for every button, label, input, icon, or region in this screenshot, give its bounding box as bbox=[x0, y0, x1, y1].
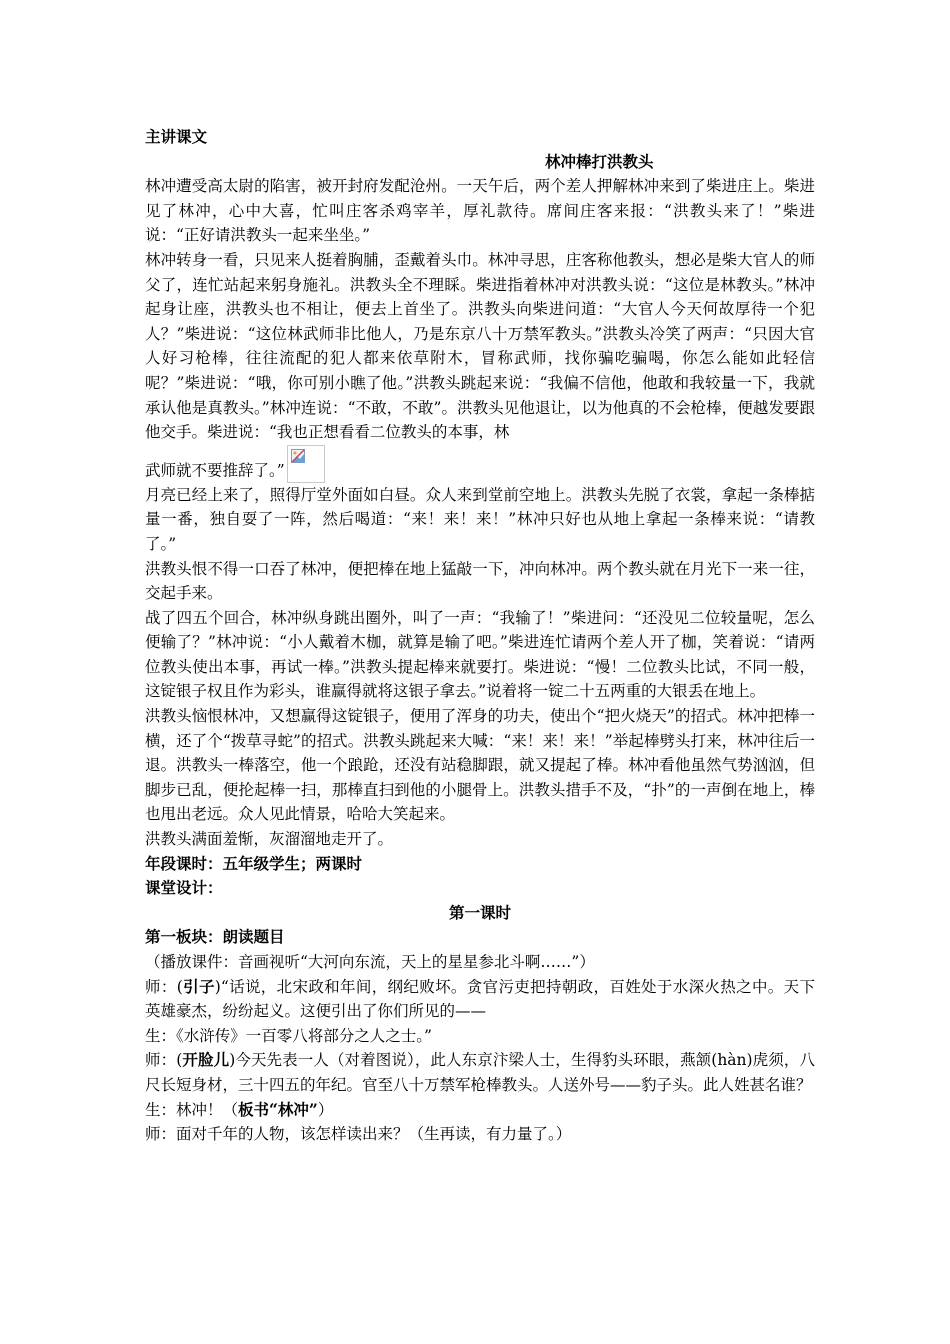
story-paragraph-4: 洪教头恨不得一口吞了林冲，便把棒在地上猛敲一下，冲向林冲。两个教头就在月光下一来一往，交起手来。 bbox=[145, 559, 815, 603]
lesson-line-5 bbox=[145, 1098, 815, 1123]
board-note: 板书“林冲” bbox=[238, 1099, 318, 1119]
lesson-line-6: 师：面对千年的人物，该怎样读出来？（生再读，有力量了。） bbox=[145, 1125, 572, 1144]
lesson-label: 主讲课文 bbox=[145, 127, 208, 146]
teacher-prefix: 师：( bbox=[145, 977, 183, 996]
story-paragraph-2: 林冲转身一看，只见来人挺着胸脯，歪戴着头巾。林冲寻思，庄客称他教头，想必是柴大官人的师父了，连忙站起来躬身施礼。洪教头全不理睬。柴进指着林冲对洪教头说：“这位是林教头。”林冲起身让座，洪教头也不相让，便去上首坐了。洪教头向柴进问道：“大官人今天何故厚待一个犯人？”柴进说：“这位林武师非比他人，乃是东京八十万禁军教头。”洪教头冷笑了两声：“只因大官人好习枪棒，往往流配的犯人都来依草附木，冒称武师，找你骗吃骗喝，你怎么能如此轻信呢？”柴进说：“哦，你可别小瞧了他。”洪教头跳起来说：“我偏不信他，他敢和我较量一下，我就承认他是真教头。”林冲连说：“不敢，不敢”。洪教头见他退让，以为他真的不会枪棒，便越发要跟他交手。柴进说：“我也正想看看二位教头的本事，林 bbox=[145, 250, 815, 442]
grade-label: 年段课时：五年级学生；两课时 bbox=[145, 853, 363, 873]
story-paragraph-3: 月亮已经上来了，照得厅堂外面如白昼。众人来到堂前空地上。洪教头先脱了衣裳，拿起一条棒掂量一番，独自耍了一阵，然后喝道：“来！来！来！”林冲只好也从地上拿起一条棒来说：“请教了。” bbox=[145, 485, 815, 553]
student-prefix: 生：林冲！（ bbox=[145, 1100, 239, 1119]
lesson-line-2-text: )“话说，北宋政和年间，纲纪败坏。贪官污吏把持朝政，百姓处于水深火热之中。天下英雄豪杰，纷纷起义。这便引出了你们所见的—— bbox=[145, 977, 815, 1021]
lesson-line-3: 生：《水浒传》一百零八将部分之人之士。” bbox=[145, 1026, 432, 1045]
story-paragraph-5: 战了四五个回合，林冲纵身跳出圈外，叫了一声：“我输了！”柴进问：“还没见二位较量呢，怎么便输了？”林冲说：“小人戴着木枷，就算是输了吧。”柴进连忙请两个差人开了枷，笑着说：“请两位教头使出本事，再试一棒。”洪教头提起棒来就要打。柴进说：“慢！二位教头比试，不同一般，这锭银子权且作为彩头，谁赢得就将这银子拿去。”说着将一锭二十五两重的大银丢在地上。 bbox=[145, 608, 815, 701]
story-paragraph-1: 林冲遭受高太尉的陷害，被开封府发配沧州。一天午后，两个差人押解林冲来到了柴进庄上。柴进见了林冲，心中大喜，忙叫庄客杀鸡宰羊，厚礼款待。席间庄客来报：“洪教头来了！”柴进说：“正好请洪教头一起来坐坐。” bbox=[145, 177, 815, 245]
story-paragraph-7: 洪教头满面羞惭，灰溜溜地走开了。 bbox=[145, 830, 394, 849]
story-paragraph-2-tail: 武师就不要推辞了。” bbox=[145, 461, 285, 480]
lesson-title: 林冲棒打洪教头 bbox=[545, 151, 654, 171]
story-paragraph-6: 洪教头恼恨林冲，又想赢得这锭银子，便用了浑身的功夫，使出个“把火烧天”的招式。林冲把棒一横，还了个“拨草寻蛇”的招式。洪教头跳起来大喊：“来！来！来！”举起棒劈头打来，林冲往后一退。洪教头一棒落空，他一个踉跄，还没有站稳脚跟，就又提起了棒。林冲看他虽然气势汹汹，但脚步已乱，便抡起棒一扫，那棒直扫到他的小腿骨上。洪教头措手不及，“扑”的一声倒在地上，棒也甩出老远。众人见此情景，哈哈大笑起来。 bbox=[145, 707, 815, 824]
face-keyword: 开脸儿 bbox=[182, 1050, 230, 1070]
lesson-line-1: （播放课件：音画视听“大河向东流，天上的星星参北斗啊……”） bbox=[145, 953, 595, 971]
lesson-line-5-close: ） bbox=[317, 1100, 334, 1119]
intro-keyword: 引子 bbox=[182, 976, 215, 996]
design-label: 课堂设计： bbox=[145, 878, 223, 898]
teacher-prefix: 师：( bbox=[145, 1051, 183, 1070]
lesson-line-2 bbox=[145, 975, 815, 1024]
block1-title: 第一板块：朗读题目 bbox=[145, 927, 285, 947]
story-paragraph-2-end bbox=[145, 445, 815, 483]
broken-image-icon bbox=[287, 445, 325, 483]
document-page bbox=[145, 125, 815, 1147]
lesson-one-heading: 第一课时 bbox=[448, 902, 511, 922]
lesson-line-4 bbox=[145, 1048, 815, 1097]
image-glyph bbox=[291, 449, 305, 463]
lesson-line-4-text: )今天先表一人（对着图说），此人东京汴梁人士，生得豹头环眼，燕颔(hàn)虎须，八尺长短身材，三十四五的年纪。官至八十万禁军枪棒教头。人送外号——豹子头。此人姓甚名谁？ bbox=[145, 1051, 815, 1094]
